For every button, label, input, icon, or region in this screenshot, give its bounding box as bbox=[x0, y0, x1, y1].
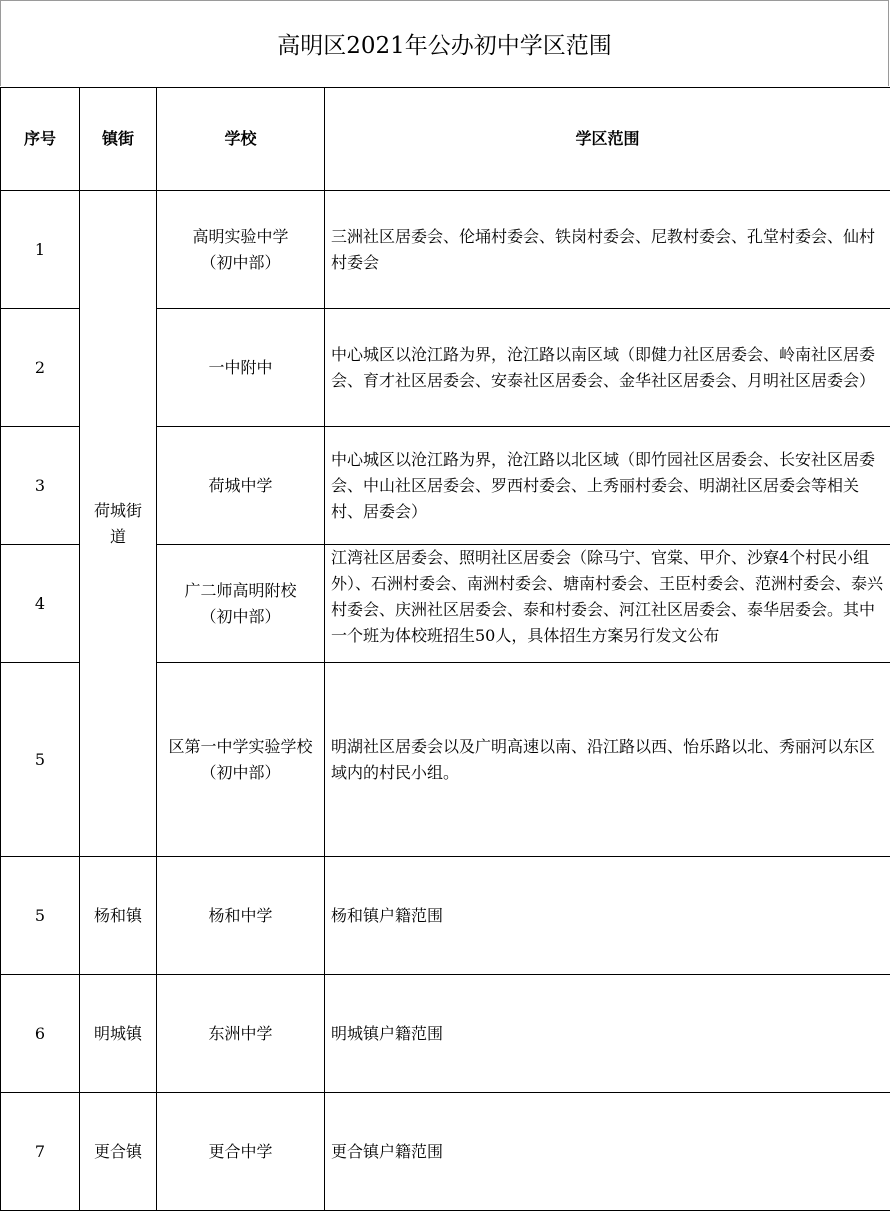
school-name: 杨和中学 bbox=[208, 905, 273, 925]
town-cell: 明城镇 bbox=[80, 975, 157, 1093]
school-cell bbox=[157, 427, 325, 545]
table-row bbox=[1, 975, 890, 1093]
row-no: 4 bbox=[1, 545, 80, 663]
header-row bbox=[1, 88, 890, 191]
school-name: 一中附中 bbox=[208, 357, 273, 377]
school-cell bbox=[157, 857, 325, 975]
row-no: 7 bbox=[1, 1093, 80, 1211]
school-name: 高明实验中学 bbox=[192, 226, 289, 246]
school-cell bbox=[157, 545, 325, 663]
school-name: 区第一中学实验学校 bbox=[168, 736, 313, 756]
school-note: （初中部） bbox=[200, 606, 281, 626]
range-cell: 中心城区以沧江路为界，沧江路以南区域（即健力社区居委会、岭南社区居委会、育才社区居委会、安泰社区居委会、金华社区居委会、月明社区居委会） bbox=[325, 309, 890, 427]
school-note: （初中部） bbox=[200, 762, 281, 782]
row-no: 6 bbox=[1, 975, 80, 1093]
school-district-table bbox=[0, 87, 890, 1211]
merged-town-cell bbox=[80, 191, 157, 857]
town-cell: 更合镇 bbox=[80, 1093, 157, 1211]
town-cell: 杨和镇 bbox=[80, 857, 157, 975]
row-no: 2 bbox=[1, 309, 80, 427]
school-name: 荷城中学 bbox=[208, 475, 273, 495]
range-cell: 中心城区以沧江路为界，沧江路以北区域（即竹园社区居委会、长安社区居委会、中山社区居委会、罗西村委会、上秀丽村委会、明湖社区居委会等相关村、居委会） bbox=[325, 427, 890, 545]
school-name: 东洲中学 bbox=[208, 1023, 273, 1043]
row-no: 1 bbox=[1, 191, 80, 309]
range-cell: 明湖社区居委会以及广明高速以南、沿江路以西、怡乐路以北、秀丽河以东区域内的村民小组。 bbox=[325, 663, 890, 857]
school-name: 更合中学 bbox=[208, 1141, 273, 1161]
row-no: 5 bbox=[1, 663, 80, 857]
school-cell bbox=[157, 1093, 325, 1211]
header-town: 镇街 bbox=[80, 88, 157, 191]
town-label: 荷城街道 bbox=[93, 500, 142, 546]
school-cell bbox=[157, 309, 325, 427]
range-cell bbox=[325, 545, 890, 663]
school-note: （初中部） bbox=[200, 252, 281, 272]
table-row bbox=[1, 1093, 890, 1211]
header-range: 学区范围 bbox=[325, 88, 890, 191]
table-row bbox=[1, 191, 890, 309]
school-name: 广二师高明附校 bbox=[184, 580, 297, 600]
header-school: 学校 bbox=[157, 88, 325, 191]
row-no: 5 bbox=[1, 857, 80, 975]
school-cell bbox=[157, 663, 325, 857]
school-cell bbox=[157, 975, 325, 1093]
range-cell: 明城镇户籍范围 bbox=[325, 975, 890, 1093]
range-text-clip: 江湾社区居委会、照明社区居委会（除马宁、官棠、甲介、沙寮4个村民小组外）、石洲村委会、南洲村委会、塘南村委会、王臣村委会、范洲村委会、泰兴村委会、庆洲社区居委会、泰和村委会、河江社区居委会、泰华居委会。其中一个班为体校班招生50人，具体招生方案另行发文公布 bbox=[331, 548, 884, 645]
school-cell bbox=[157, 191, 325, 309]
range-cell: 杨和镇户籍范围 bbox=[325, 857, 890, 975]
range-cell: 更合镇户籍范围 bbox=[325, 1093, 890, 1211]
page-title: 高明区2021年公办初中学区范围 bbox=[0, 0, 889, 86]
table-row bbox=[1, 857, 890, 975]
header-no: 序号 bbox=[1, 88, 80, 191]
range-cell: 三洲社区居委会、伦埇村委会、铁岗村委会、尼教村委会、孔堂村委会、仙村村委会 bbox=[325, 191, 890, 309]
row-no: 3 bbox=[1, 427, 80, 545]
